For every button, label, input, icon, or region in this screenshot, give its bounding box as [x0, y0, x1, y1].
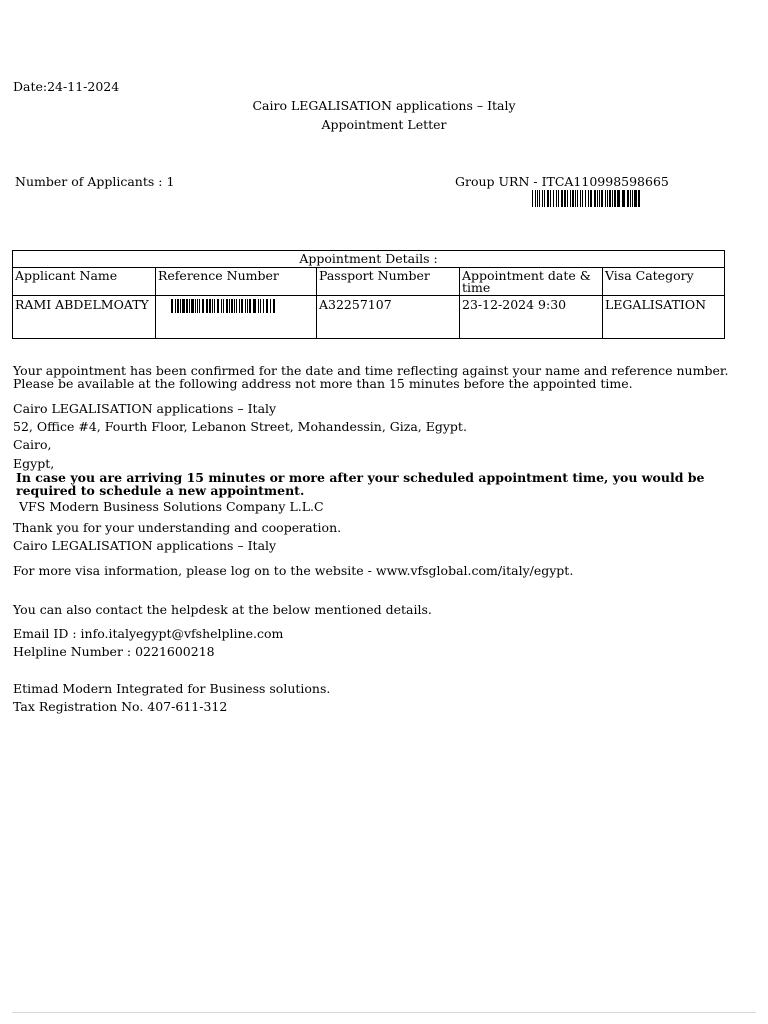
- applicant-name-cell: RAMI ABDELMOATY: [13, 296, 156, 339]
- address-country: Egypt,: [13, 456, 55, 471]
- helpdesk-note: You can also contact the helpdesk at the below mentioned details.: [13, 602, 432, 617]
- group-urn-barcode: [532, 190, 641, 207]
- signature-organization: Cairo LEGALISATION applications – Italy: [13, 538, 277, 553]
- passport-number-cell: A32257107: [317, 296, 460, 339]
- tax-registration: Tax Registration No. 407-611-312: [13, 699, 228, 714]
- address-street: 52, Office #4, Fourth Floor, Lebanon Street, Mohandessin, Giza, Egypt.: [13, 419, 467, 434]
- footer-divider: [12, 1012, 756, 1013]
- company-name: VFS Modern Business Solutions Company L.L.C: [19, 499, 324, 514]
- more-info-website: For more visa information, please log on to the website - www.vfsglobal.com/italy/egypt.: [13, 563, 574, 578]
- header-passport-number: Passport Number: [317, 268, 460, 296]
- table-caption: Appointment Details :: [13, 251, 725, 268]
- late-arrival-warning: In case you are arriving 15 minutes or more after your scheduled appointment time, you would be required to schedule a new appointment.: [16, 470, 705, 498]
- reference-barcode: [171, 299, 278, 313]
- reference-number-cell: [156, 296, 317, 339]
- helpdesk-email: Email ID : info.italyegypt@vfshelpline.com: [13, 626, 284, 641]
- thank-you-note: Thank you for your understanding and cooperation.: [13, 520, 342, 535]
- header-applicant-name: Applicant Name: [13, 268, 156, 296]
- confirmation-paragraph: Your appointment has been confirmed for the date and time reflecting against your name and reference number. Please be available at the following address not more than 15 minutes before the appointed time.: [13, 363, 729, 391]
- etimad-company: Etimad Modern Integrated for Business solutions.: [13, 681, 331, 696]
- number-of-applicants: Number of Applicants : 1: [15, 174, 175, 189]
- address-organization: Cairo LEGALISATION applications – Italy: [13, 401, 277, 416]
- appointment-datetime-cell: 23-12-2024 9:30: [460, 296, 603, 339]
- address-city: Cairo,: [13, 437, 52, 452]
- letter-subtitle: Appointment Letter: [321, 117, 447, 132]
- letter-date: Date:24-11-2024: [13, 79, 120, 94]
- helpline-number: Helpline Number : 0221600218: [13, 644, 215, 659]
- table-row: [13, 296, 725, 339]
- header-appointment-datetime: Appointment date & time: [460, 268, 603, 296]
- visa-category-cell: LEGALISATION: [603, 296, 725, 339]
- appointment-details-table: [12, 250, 725, 339]
- header-reference-number: Reference Number: [156, 268, 317, 296]
- header-visa-category: Visa Category: [603, 268, 725, 296]
- group-urn: Group URN - ITCA110998598665: [455, 174, 669, 189]
- letter-title: Cairo LEGALISATION applications – Italy: [252, 98, 516, 113]
